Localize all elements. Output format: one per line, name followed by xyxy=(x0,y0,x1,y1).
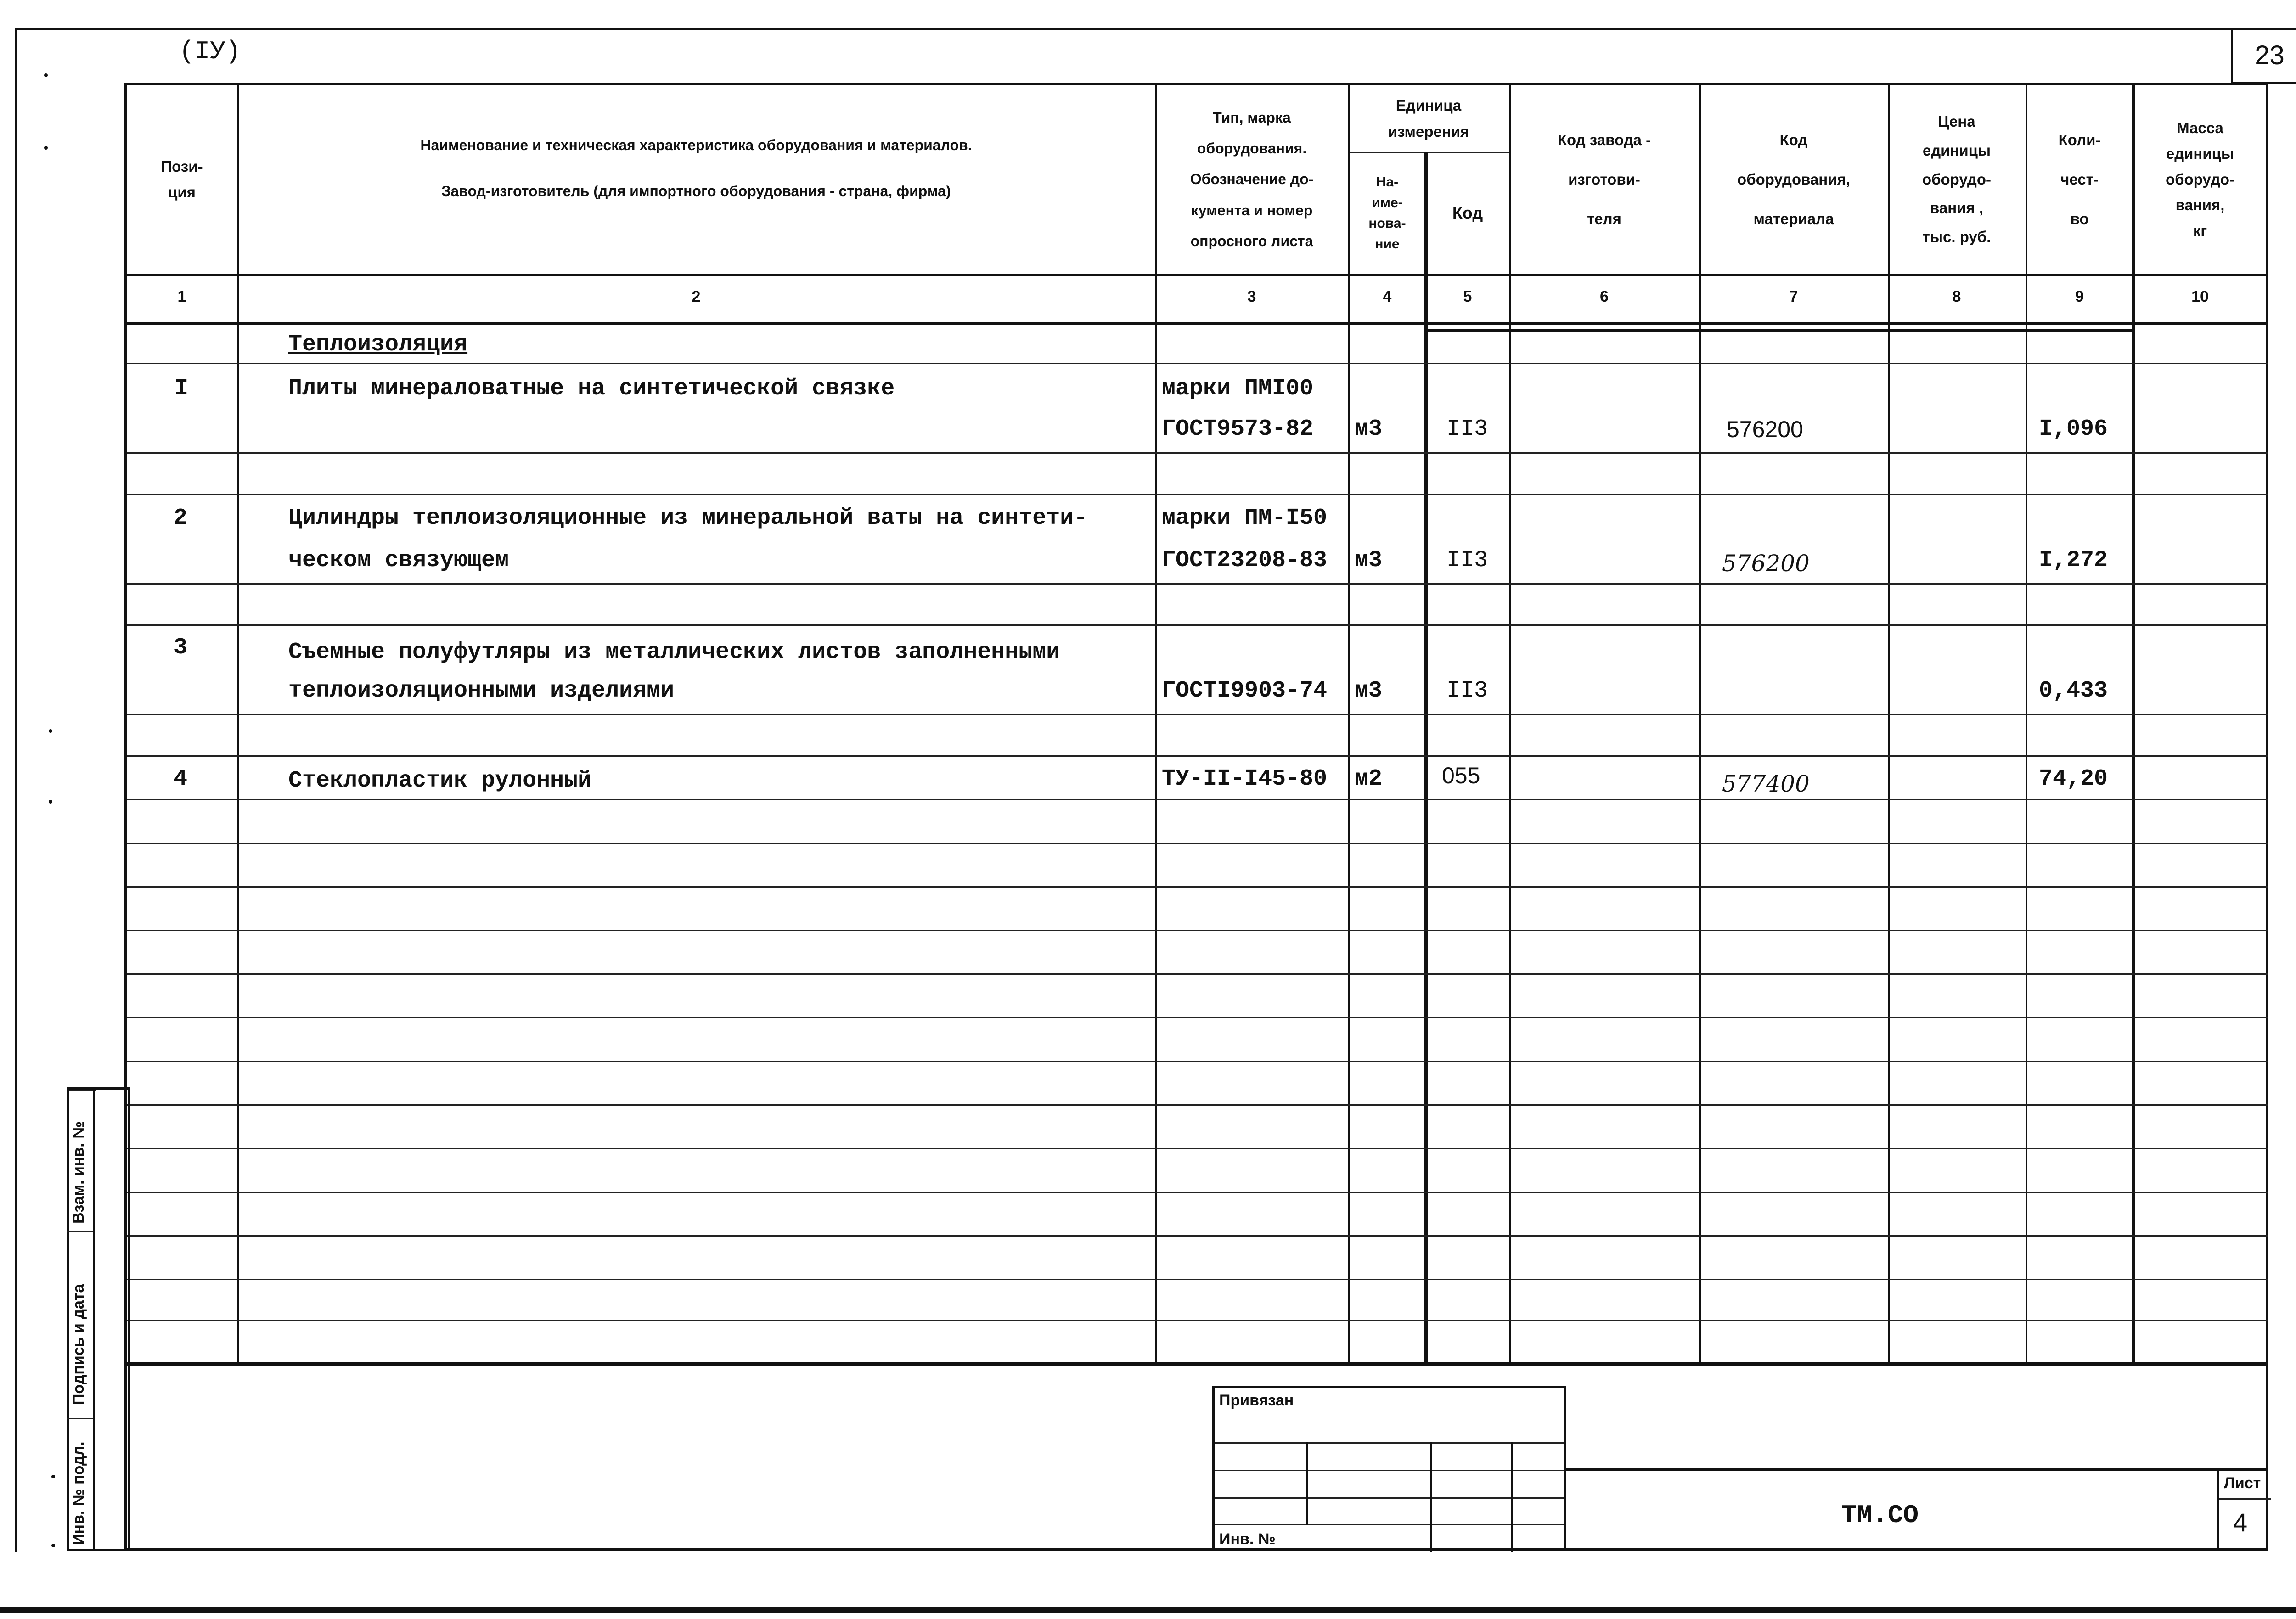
row-rule xyxy=(127,973,2268,975)
sheet-rule xyxy=(2219,1498,2271,1500)
strip-rule xyxy=(69,1090,96,1091)
header-rule xyxy=(1348,152,1509,153)
row-rule xyxy=(127,494,2268,495)
header-material-code: Код оборудования, материала xyxy=(1737,131,1850,227)
row-material-code: 576200 xyxy=(1722,550,1810,577)
sheet-value: 4 xyxy=(2233,1508,2248,1537)
margin-dot xyxy=(44,146,48,150)
top-code: (IУ) xyxy=(179,37,241,66)
margin-dot xyxy=(51,1475,55,1478)
margin-dot xyxy=(44,73,48,77)
margin-dot xyxy=(51,1544,55,1547)
header-rule xyxy=(127,322,2267,325)
row-rule xyxy=(127,755,2268,757)
row-quantity: I,272 xyxy=(2039,547,2108,573)
header-type: Тип, марка оборудования. Обозначение до- кумента и номер опросного листа xyxy=(1190,109,1314,249)
col-number: 4 xyxy=(1383,287,1392,305)
sheet-number: 23 xyxy=(2231,28,2296,84)
row-rule xyxy=(127,1104,2268,1106)
document-code: ТМ.СО xyxy=(1841,1501,1919,1530)
row-unit-code: II3 xyxy=(1446,547,1488,573)
col-number: 8 xyxy=(1952,287,1961,305)
row-unit: м2 xyxy=(1355,766,1383,792)
row-unit-code: II3 xyxy=(1446,678,1488,704)
column-line xyxy=(1509,85,1511,1366)
row-rule xyxy=(127,799,2268,800)
header-unit-code: Код xyxy=(1452,203,1483,222)
row-rule xyxy=(127,624,2268,626)
row-quantity: I,096 xyxy=(2039,416,2108,442)
row-rule xyxy=(127,1235,2268,1237)
row-rule xyxy=(127,886,2268,888)
col-number: 7 xyxy=(1789,287,1798,305)
row-rule xyxy=(127,1192,2268,1193)
row-quantity: 74,20 xyxy=(2039,766,2108,792)
frame-bottom-rule xyxy=(127,1548,2268,1551)
row-rule xyxy=(127,363,2268,364)
strip-rule xyxy=(67,1231,93,1232)
side-label-inv-vzam: Взам. инв. № xyxy=(70,1121,87,1224)
stamp-col xyxy=(1511,1442,1513,1552)
col-number: 2 xyxy=(692,287,701,305)
row-type: ГОСТI9903-74 xyxy=(1162,678,1328,704)
margin-dot xyxy=(49,729,52,733)
sheet-label: Лист xyxy=(2224,1474,2261,1492)
strip-divider xyxy=(93,1087,95,1551)
col-number: 9 xyxy=(2075,287,2084,305)
row-rule xyxy=(127,1148,2268,1149)
body-box-top xyxy=(1424,329,2135,332)
column-line xyxy=(1424,152,1428,1366)
header-unit-name: На- име- нова- ние xyxy=(1368,174,1406,252)
row-name: Съемные полуфутляры из металлических листов заполненными xyxy=(288,639,1060,665)
row-type: ГОСТ23208-83 xyxy=(1162,547,1328,573)
table-bottom-rule xyxy=(127,1362,2268,1365)
header-price: Цена единицы оборудо- вания , тыс. руб. xyxy=(1922,113,1992,246)
column-line xyxy=(1155,85,1157,1366)
row-name: теплоизоляционными изделиями xyxy=(288,678,675,704)
col-number: 6 xyxy=(1600,287,1609,305)
row-position: 4 xyxy=(174,766,188,792)
row-material-code: 576200 xyxy=(1727,416,1803,442)
header-rule xyxy=(127,274,2267,276)
stamp-col xyxy=(1306,1442,1308,1525)
stamp-col xyxy=(1430,1442,1432,1552)
stamp-block xyxy=(1212,1386,1566,1551)
column-line xyxy=(1888,85,1890,1366)
column-line xyxy=(2026,85,2027,1366)
row-rule xyxy=(127,930,2268,931)
row-type: ГОСТ9573-82 xyxy=(1162,416,1314,442)
column-line xyxy=(1348,85,1350,1366)
stamp-privyazan: Привязан xyxy=(1219,1392,1294,1409)
row-unit-code: 055 xyxy=(1442,763,1480,788)
row-rule xyxy=(127,452,2268,454)
row-rule xyxy=(127,1279,2268,1280)
header-unit-group: Единица измерения xyxy=(1388,97,1469,140)
row-material-code: 577400 xyxy=(1722,770,1810,797)
side-label-sign-date: Подпись и дата xyxy=(70,1284,87,1405)
stamp-inv-no: Инв. № xyxy=(1219,1530,1276,1548)
strip-rule xyxy=(67,1418,93,1419)
row-name: Стеклопластик рулонный xyxy=(288,768,592,794)
bottom-rule xyxy=(0,1607,2296,1613)
section-title: Теплоизоляция xyxy=(288,332,468,358)
column-line xyxy=(237,85,239,1366)
row-rule xyxy=(127,1320,2268,1321)
col-number: 3 xyxy=(1247,287,1256,305)
row-unit: м3 xyxy=(1355,678,1383,704)
row-rule xyxy=(127,583,2268,585)
header-manufacturer-code: Код завода - изготови- теля xyxy=(1557,131,1651,227)
col-number: 10 xyxy=(2191,287,2209,305)
row-position: 2 xyxy=(174,505,188,531)
row-rule xyxy=(127,1017,2268,1018)
header-name-line1: Наименование и техническая характеристика оборудования и материалов. xyxy=(420,136,972,153)
row-unit-code: II3 xyxy=(1446,416,1488,442)
specification-table xyxy=(124,83,2268,1550)
header-mass: Масса единицы оборудо- вания, кг xyxy=(2165,119,2235,240)
row-quantity: 0,433 xyxy=(2039,678,2108,704)
header-name-line2: Завод-изготовитель (для импортного оборудования - страна, фирма) xyxy=(441,182,951,199)
row-rule xyxy=(127,843,2268,844)
row-position: I xyxy=(174,376,189,402)
sheet-box xyxy=(2217,1468,2268,1551)
row-unit: м3 xyxy=(1355,416,1383,442)
title-block-rule xyxy=(1564,1468,2268,1471)
col-number: 5 xyxy=(1463,287,1472,305)
row-type: марки ПМI00 xyxy=(1162,376,1314,402)
column-line xyxy=(2132,85,2135,1366)
row-name: Цилиндры теплоизоляционные из минеральной ваты на синтети- xyxy=(288,505,1088,531)
row-unit: м3 xyxy=(1355,547,1383,573)
header-position: Пози- ция xyxy=(161,157,203,201)
row-position: 3 xyxy=(174,635,188,661)
row-name: Плиты минераловатные на синтетической связке xyxy=(288,376,895,402)
margin-dot xyxy=(49,800,52,804)
side-label-inv-podl: Инв. № подл. xyxy=(70,1441,87,1545)
row-name: ческом связующем xyxy=(288,547,509,573)
col-number: 1 xyxy=(177,287,186,305)
row-rule xyxy=(127,1061,2268,1062)
row-type: марки ПМ-I50 xyxy=(1162,505,1328,531)
column-line xyxy=(1699,85,1701,1366)
row-rule xyxy=(127,714,2268,715)
row-type: ТУ-II-I45-80 xyxy=(1162,766,1328,792)
header-quantity: Коли- чест- во xyxy=(2058,131,2101,227)
